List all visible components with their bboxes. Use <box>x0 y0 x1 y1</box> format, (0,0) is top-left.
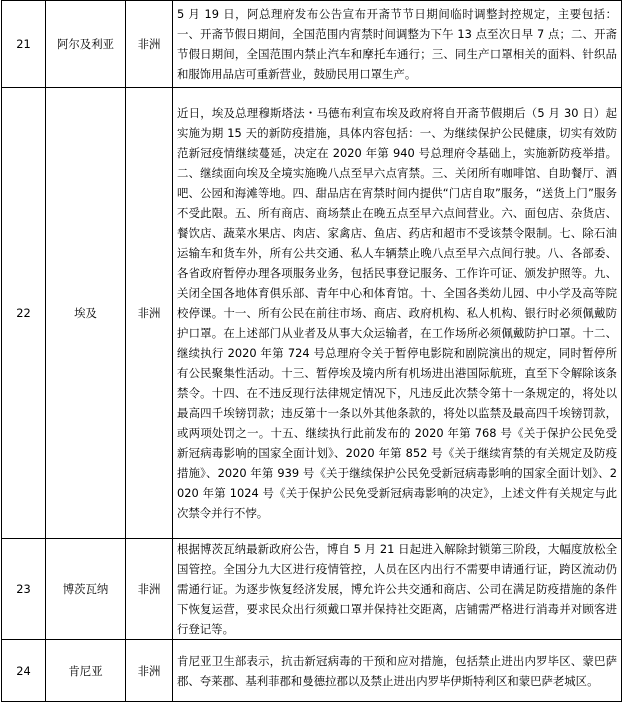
table-row <box>2 640 622 702</box>
region-name: 非洲 <box>126 539 173 640</box>
table-row <box>2 1 622 88</box>
policy-table <box>1 0 622 702</box>
region-name: 非洲 <box>126 88 173 539</box>
policy-content: 肯尼亚卫生部表示，抗击新冠病毒的干预和应对措施，包括禁止进出内罗毕区、蒙巴萨郡、夸莱郡、基利菲郡和曼德拉郡以及禁止进出内罗毕伊斯特利区和蒙巴萨老城区。 <box>173 640 622 702</box>
table-row <box>2 88 622 539</box>
row-number: 21 <box>2 1 46 88</box>
country-name: 肯尼亚 <box>46 640 126 702</box>
row-number: 23 <box>2 539 46 640</box>
country-name: 埃及 <box>46 88 126 539</box>
region-name: 非洲 <box>126 1 173 88</box>
policy-content: 根据博茨瓦纳最新政府公告，博自 5 月 21 日起进入解除封锁第三阶段，大幅度放松全国管控。全国分九大区进行疫情管控，人员在区内出行不需要申请通行证，跨区流动仍需通行证。为逐步恢复经济发展，博允许公共交通和商店、公司在满足防疫措施的条件下恢复运营，要求民众出行须戴口罩并保持社交距离，店铺需严格进行消毒并对顾客进行登记等。 <box>173 539 622 640</box>
policy-content: 5 月 19 日，阿总理府发布公告宣布开斋节节日期间临时调整封控规定，主要包括：一、开斋节假日期间，全国范围内宵禁时间调整为下午 13 点至次日早 7 点；二、开斋节假日期间，全国范围内禁止汽车和摩托车通行；三、同生产口罩相关的面料、针织品和服饰用品店可重新营业，鼓励民用口罩生产。 <box>173 1 622 88</box>
table-row <box>2 539 622 640</box>
region-name: 非洲 <box>126 640 173 702</box>
policy-content: 近日，埃及总理穆斯塔法・马德布利宣布埃及政府将自开斋节假期后（5 月 30 日）起实施为期 15 天的新防疫措施，具体内容包括：一、为继续保护公民健康，切实有效防范新冠疫情继续蔓延，决定在 2020 年第 940 号总理府令基础上，实施新防疫举措。二、继续面向埃及全境实施晚八点至早六点宵禁。三、关闭所有咖啡馆、自助餐厅、酒吧、公园和海滩等地。四、甜品店在宵禁时间内提供“门店自取”服务，“送货上门”服务不受此限。五、所有商店、商场禁止在晚五点至早六点间营业。六、面包店、杂货店、餐饮店、蔬菜水果店、肉店、家禽店、鱼店、药店和超市不受该禁令限制。七、除石油运输车和货车外，所有公共交通、私人车辆禁止晚八点至早六点间行驶。八、各部委、各省政府暂停办理各项服务业务，包括民事登记服务、工作许可证、颁发护照等。九、关闭全国各地体育俱乐部、青年中心和体育馆。十、全国各类幼儿园、中小学及高等院校停课。十一、所有公民在前往市场、商店、政府机构、私人机构、银行时必须佩戴防护口罩。在上述部门从业者及从事大众运输者，在工作场所必须佩戴防护口罩。十二、继续执行 2020 年第 724 号总理府令关于暂停电影院和剧院演出的规定，同时暂停所有公民聚集性活动。十三、暂停埃及境内所有机场进出港国际航班，直至下令解除该条禁令。十四、在不违反现行法律规定情况下，凡违反此次禁令第十一条规定的，将处以最高四千埃镑罚款；违反第十一条以外其他条款的，将处以监禁及最高四千埃镑罚款，或两项处罚之一。十五、继续执行此前发布的 2020 年第 768 号《关于保护公民免受新冠病毒影响的国家全面计划》、2020 年第 852 号《关于继续宵禁的有关规定及防疫措施》、2020 年第 939 号《关于继续保护公民免受新冠病毒影响的国家全面计划》、2020 年第 1024 号《关于保护公民免受新冠病毒影响的决定》，上述文件有关规定与此次禁令并行不悖。 <box>173 88 622 539</box>
row-number: 22 <box>2 88 46 539</box>
country-name: 阿尔及利亚 <box>46 1 126 88</box>
row-number: 24 <box>2 640 46 702</box>
country-name: 博茨瓦纳 <box>46 539 126 640</box>
